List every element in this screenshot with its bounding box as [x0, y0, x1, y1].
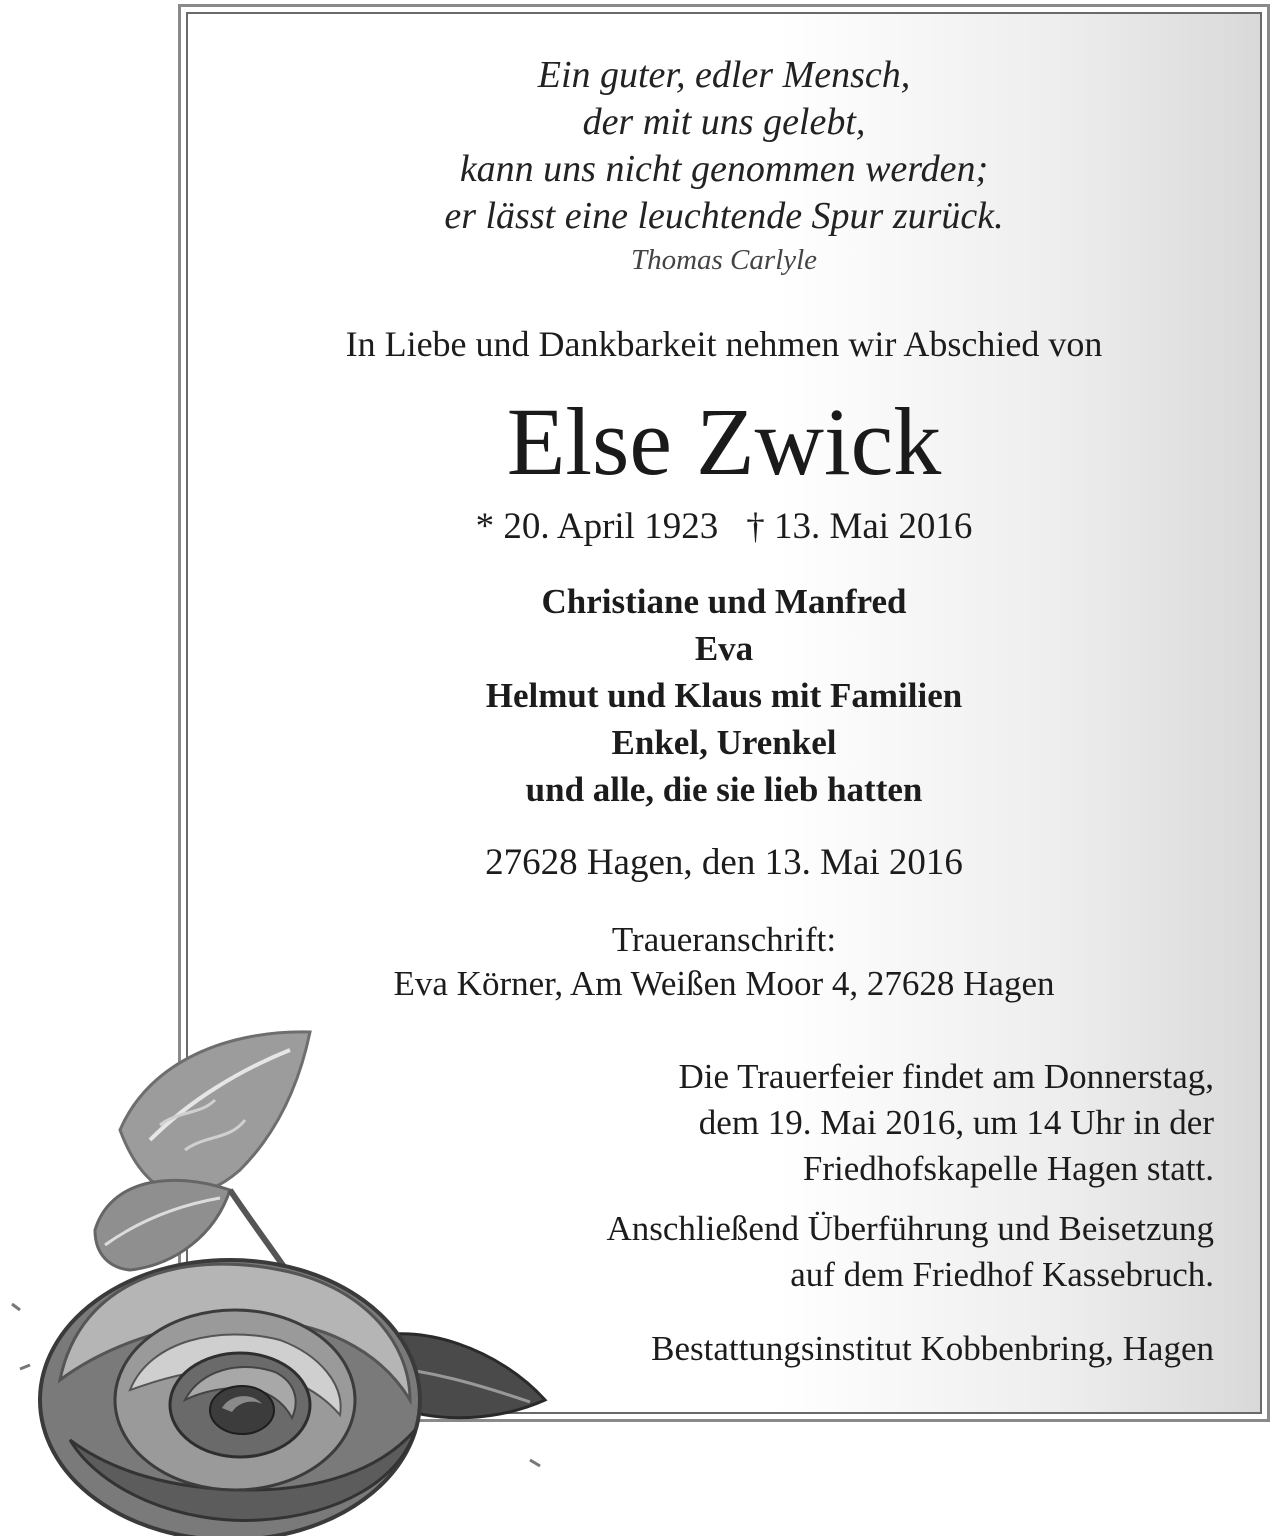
- rose-icon: [0, 1020, 560, 1536]
- quote-line: Ein guter, edler Mensch,: [537, 54, 911, 96]
- birth-date: * 20. April 1923: [475, 506, 719, 547]
- ceremony-line: Die Trauerfeier findet am Donnerstag,: [678, 1057, 1214, 1096]
- ceremony-line: dem 19. Mai 2016, um 14 Uhr in der: [698, 1103, 1214, 1142]
- quote-line: kann uns nicht genommen werden;: [459, 148, 989, 190]
- place-date: 27628 Hagen, den 13. Mai 2016: [485, 842, 963, 883]
- quote-line: der mit uns gelebt,: [582, 101, 866, 143]
- quote-author: Thomas Carlyle: [630, 244, 818, 276]
- burial-line: auf dem Friedhof Kassebruch.: [790, 1255, 1214, 1294]
- quote-block: [186, 52, 1262, 278]
- mourner-line: Helmut und Klaus mit Familien: [485, 676, 963, 715]
- burial-line: Anschließend Überführung und Beisetzung: [606, 1209, 1214, 1248]
- life-dates: [186, 504, 1262, 550]
- mourner-line: Eva: [694, 629, 754, 668]
- quote-line: er lässt eine leuchtende Spur zurück.: [444, 195, 1004, 237]
- ceremony-line: Friedhofskapelle Hagen statt.: [802, 1149, 1214, 1188]
- death-date: † 13. Mai 2016: [746, 506, 973, 547]
- mourner-line: und alle, die sie lieb hatten: [525, 770, 923, 809]
- mourner-line: Enkel, Urenkel: [611, 723, 837, 762]
- intro-text: In Liebe und Dankbarkeit nehmen wir Abschied von: [345, 324, 1103, 364]
- mourners-list: [186, 578, 1262, 813]
- mourner-line: Christiane und Manfred: [541, 582, 907, 621]
- address-label: Traueranschrift:: [611, 920, 837, 959]
- mourning-address: [186, 918, 1262, 1006]
- undertaker: Bestattungsinstitut Kobbenbring, Hagen: [651, 1329, 1214, 1368]
- deceased-name: Else Zwick: [506, 388, 942, 495]
- address-text: Eva Körner, Am Weißen Moor 4, 27628 Hagen: [393, 964, 1055, 1003]
